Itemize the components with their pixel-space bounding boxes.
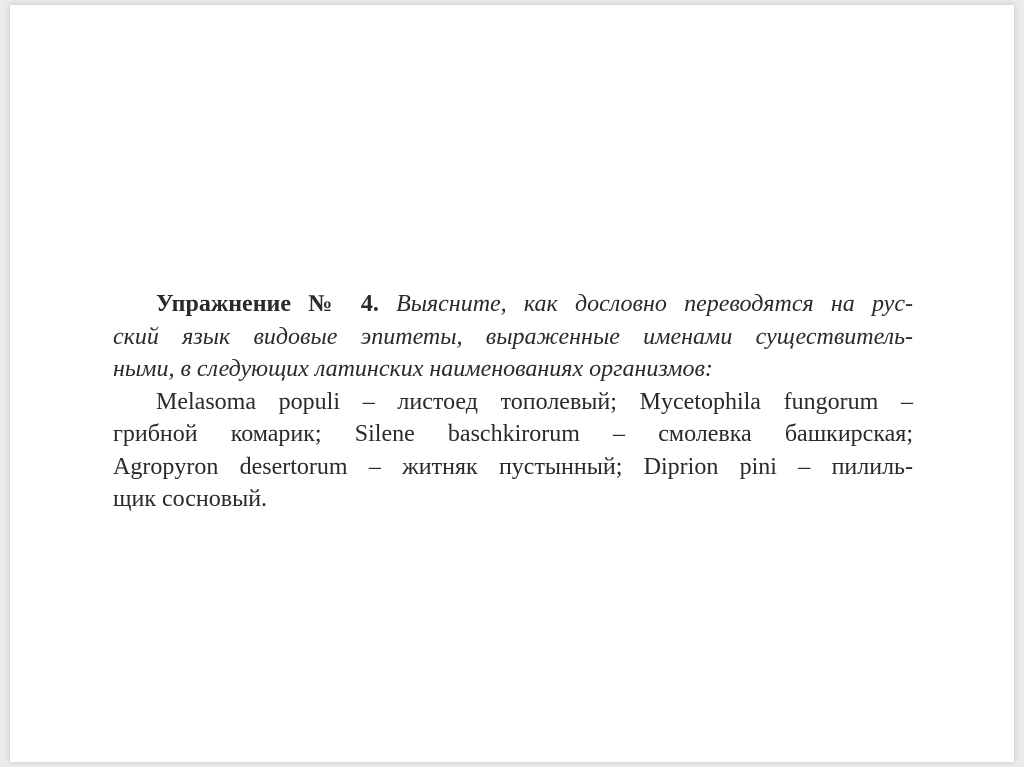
task-text: Выясните, как дословно переводятся на рус- xyxy=(396,291,913,317)
example-line-1: Melasoma populi – листоед тополевый; Mycetophila fungorum – xyxy=(156,388,913,415)
task-line-2: ский язык видовые эпитеты, выраженные именами существитель- xyxy=(113,323,913,350)
task-line-3: ными, в следующих латинских наименованиях организмов: xyxy=(113,356,713,382)
example-line-2: грибной комарик; Silene baschkirorum – смолевка башкирская; xyxy=(113,421,913,447)
exercise-text xyxy=(113,288,913,516)
slide xyxy=(10,5,1014,762)
exercise-heading: Упражнение № 4. xyxy=(156,291,379,317)
example-line-4: щик сосновый. xyxy=(113,486,268,512)
task-line-1 xyxy=(113,288,913,321)
example-line-3: Agropyron desertorum – житняк пустынный; Diprion pini – пилиль- xyxy=(113,453,913,480)
